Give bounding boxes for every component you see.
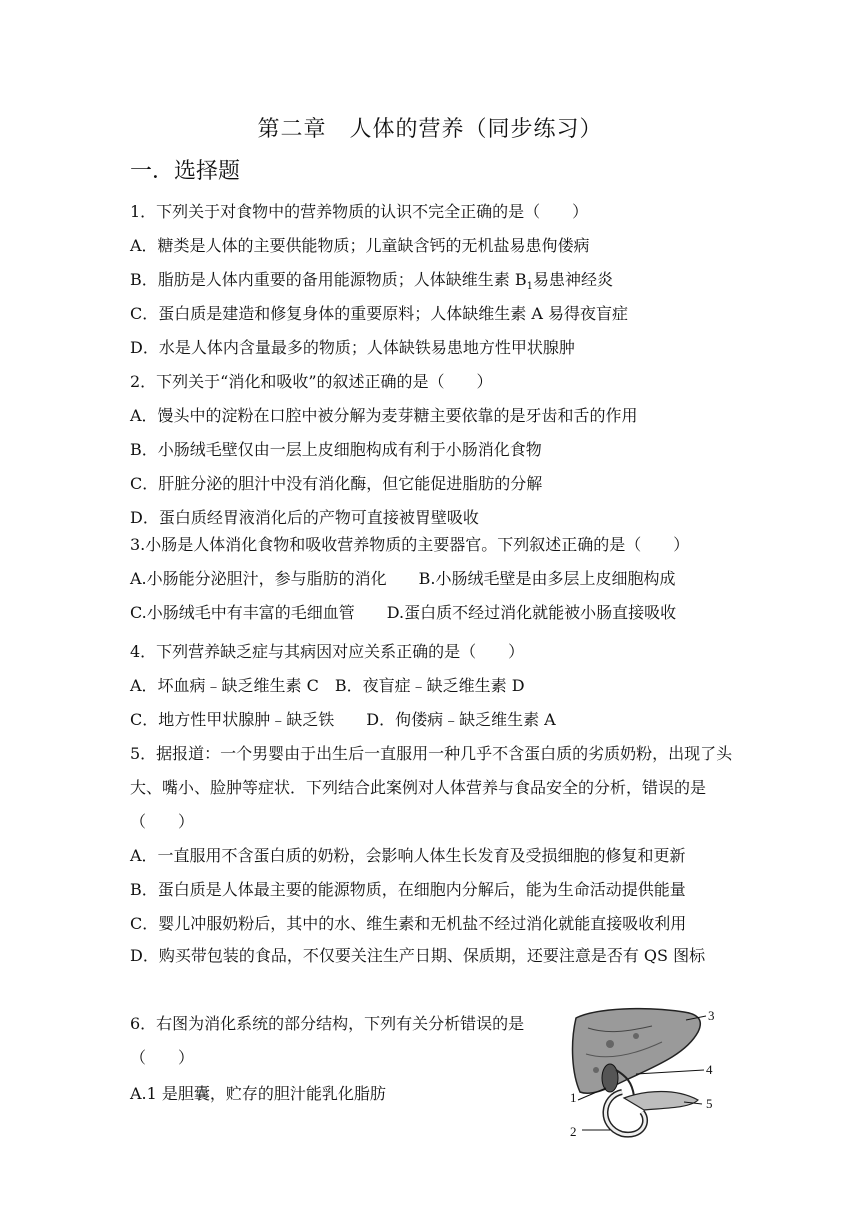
pancreas-shape bbox=[624, 1092, 698, 1111]
q3-stem: 3.小肠是人体消化食物和吸收营养物质的主要器官。下列叙述正确的是（ ） bbox=[130, 535, 690, 554]
q6-stem: 6．右图为消化系统的部分结构，下列有关分析错误的是（ ） bbox=[130, 1014, 525, 1067]
q2-option-d: D．蛋白质经胃液消化后的产物可直接被胃壁吸收 bbox=[130, 508, 479, 527]
figure-label-3: 3 bbox=[708, 1008, 715, 1023]
figure-label-2: 2 bbox=[570, 1124, 577, 1139]
q4-options-cd: C．地方性甲状腺肿﹣缺乏铁 D．佝偻病﹣缺乏维生素 A bbox=[130, 710, 556, 729]
q2-stem: 2．下列关于“消化和吸收”的叙述正确的是（ ） bbox=[130, 372, 493, 391]
q1-option-b-text: B．脂肪是人体内重要的备用能源物质；人体缺维生素 B bbox=[130, 270, 527, 289]
q3-options-ab: A.小肠能分泌胆汁，参与脂肪的消化 B.小肠绒毛壁是由多层上皮细胞构成 bbox=[130, 569, 676, 588]
figure-label-4: 4 bbox=[706, 1062, 713, 1077]
q6-option-a: A.1 是胆囊，贮存的胆汁能乳化脂肪 bbox=[130, 1084, 386, 1103]
digestive-system-figure bbox=[566, 1004, 722, 1144]
section-heading: 一．选择题 bbox=[130, 159, 241, 184]
figure-label-5: 5 bbox=[706, 1096, 713, 1111]
q1-option-b-text-end: 易患神经炎 bbox=[532, 270, 613, 289]
q1-option-b bbox=[130, 270, 613, 297]
q1-option-c: C．蛋白质是建造和修复身体的重要原料；人体缺维生素 A 易得夜盲症 bbox=[130, 304, 628, 323]
q1-option-a: A．糖类是人体的主要供能物质；儿童缺含钙的无机盐易患佝偻病 bbox=[130, 236, 590, 255]
page-title: 第二章 人体的营养（同步练习） bbox=[257, 117, 603, 142]
q1-stem: 1．下列关于对食物中的营养物质的认识不完全正确的是（ ） bbox=[130, 202, 589, 221]
q1-option-d: D．水是人体内含量最多的物质；人体缺铁易患地方性甲状腺肿 bbox=[130, 338, 575, 357]
gallbladder-shape bbox=[602, 1064, 618, 1092]
q2-option-c: C．肝脏分泌的胆汁中没有消化酶，但它能促进脂肪的分解 bbox=[130, 474, 543, 493]
liver-shape bbox=[573, 1009, 701, 1094]
q2-option-b: B．小肠绒毛壁仅由一层上皮细胞构成有利于小肠消化食物 bbox=[130, 440, 542, 459]
q4-stem: 4．下列营养缺乏症与其病因对应关系正确的是（ ） bbox=[130, 642, 525, 661]
figure-label-1: 1 bbox=[570, 1090, 577, 1105]
q5-option-b: B．蛋白质是人体最主要的能源物质，在细胞内分解后，能为生命活动提供能量 bbox=[130, 880, 686, 899]
q2-option-a: A．馒头中的淀粉在口腔中被分解为麦芽糖主要依靠的是牙齿和舌的作用 bbox=[130, 406, 638, 425]
q5-option-a: A．一直服用不含蛋白质的奶粉，会影响人体生长发育及受损细胞的修复和更新 bbox=[130, 846, 686, 865]
q5-option-c: C．婴儿冲服奶粉后，其中的水、维生素和无机盐不经过消化就能直接吸收利用 bbox=[130, 914, 687, 933]
q5-option-d: D．购买带包装的食品，不仅要关注生产日期、保质期，还要注意是否有 QS 图标 bbox=[130, 946, 706, 965]
q3-options-cd: C.小肠绒毛中有丰富的毛细血管 D.蛋白质不经过消化就能被小肠直接吸收 bbox=[130, 603, 677, 622]
q1-option-b-subscript: 1 bbox=[526, 281, 533, 293]
q5-stem: 5．据报道：一个男婴由于出生后一直服用一种几乎不含蛋白质的劣质奶粉，出现了头大、嘴小、脸肿等症状．下列结合此案例对人体营养与食品安全的分析，错误的是（ ） bbox=[130, 744, 733, 831]
q4-options-ab: A．坏血病﹣缺乏维生素 C B．夜盲症﹣缺乏维生素 D bbox=[130, 676, 525, 695]
